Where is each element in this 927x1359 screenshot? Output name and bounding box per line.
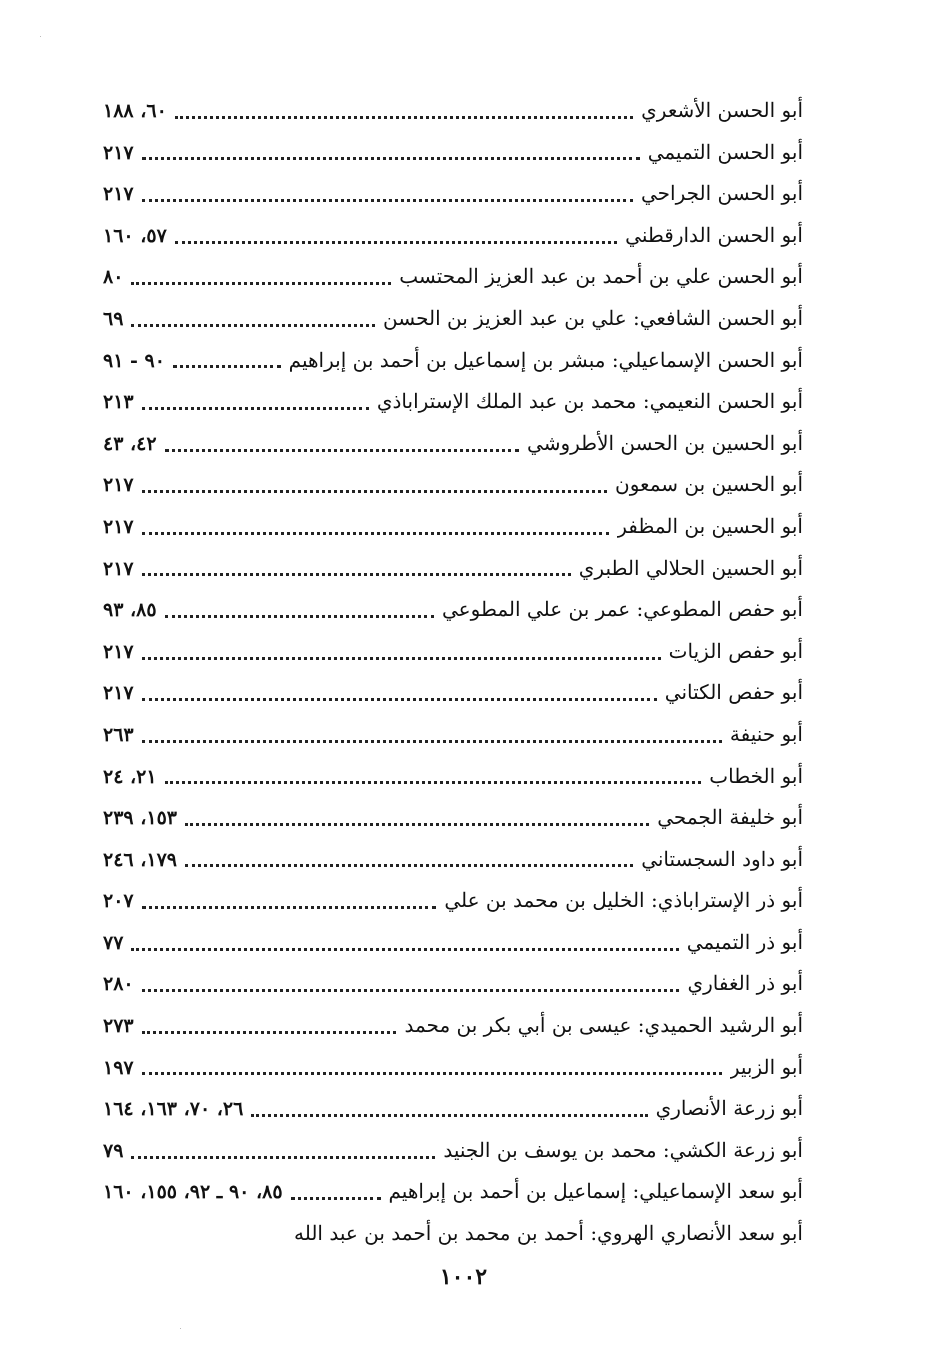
- entry-page-refs: ٢٠٧: [103, 890, 134, 913]
- dot-leader: [142, 988, 680, 992]
- entry-page-refs: ٤٢، ٤٣: [103, 432, 157, 455]
- dot-leader: [142, 198, 633, 202]
- dot-leader: [185, 863, 633, 867]
- index-entry: [103, 256, 803, 298]
- index-entry: [103, 506, 803, 548]
- entry-page-refs: ٢٦، ٧٠، ١٦٣، ١٦٤: [103, 1098, 244, 1121]
- dot-leader: [131, 947, 678, 951]
- index-entry: [103, 1047, 803, 1089]
- dot-leader: [173, 364, 281, 368]
- index-entry: [103, 132, 803, 174]
- entry-page-refs: ٨٥، ٩٠ ـ ٩٢، ١٥٥، ١٦٠: [103, 1181, 283, 1204]
- entry-name: أبو الحسن الإسماعيلي: مبشر بن إسماعيل بن أحمد بن إبراهيم: [288, 347, 803, 372]
- dot-leader: [142, 1030, 397, 1034]
- entry-name: أبو ذر الغفاري: [687, 971, 803, 996]
- entry-name: أبو الحسن علي بن أحمد بن عبد العزيز المحتسب: [399, 264, 803, 289]
- entry-name: أبو الحسن الدارقطني: [625, 222, 803, 247]
- entry-page-refs: ٢١٧: [103, 474, 134, 497]
- entry-page-refs: ٢١٧: [103, 183, 134, 206]
- dot-leader: [175, 240, 617, 244]
- index-entry: [103, 631, 803, 673]
- entry-name: أبو الحسين الحلالي الطبري: [578, 555, 803, 580]
- entry-name: أبو الرشيد الحميدي: عيسى بن أبي بكر بن محمد: [404, 1013, 803, 1038]
- index-entry: [103, 298, 803, 340]
- margin-mark: [40, 36, 41, 37]
- entry-page-refs: ٦٩: [103, 307, 124, 330]
- dot-leader: [142, 406, 369, 410]
- entry-page-refs: ١٩٧: [103, 1056, 134, 1079]
- entry-page-refs: ٨٠: [103, 266, 124, 289]
- index-entry: [103, 756, 803, 798]
- margin-mark: [180, 1328, 181, 1329]
- entry-page-refs: ٢١٣: [103, 391, 134, 414]
- dot-leader: [142, 697, 657, 701]
- entry-name: أبو الحسن التميمي: [647, 139, 803, 164]
- index-entry: [103, 173, 803, 215]
- entry-page-refs: ٢٨٠: [103, 973, 134, 996]
- entry-name: أبو الزبير: [729, 1054, 803, 1079]
- dot-leader: [142, 905, 437, 909]
- entry-name: أبو الحسين بن المظفر: [617, 513, 803, 538]
- dot-leader: [165, 448, 519, 452]
- entry-page-refs: ١٧٩، ٢٤٦: [103, 848, 177, 871]
- dot-leader: [185, 822, 649, 826]
- entry-name: أبو الحسن الأشعري: [641, 98, 803, 122]
- dot-leader: [142, 739, 722, 743]
- index-entry: [103, 1130, 803, 1172]
- entry-page-refs: ٢٧٣: [103, 1015, 134, 1038]
- entry-name: أبو داود السجستاني: [641, 846, 803, 871]
- index-entry: [103, 423, 803, 465]
- dot-leader: [142, 656, 661, 660]
- entry-name: أبو الحسين بن سمعون: [615, 472, 803, 497]
- index-entry: [103, 1088, 803, 1130]
- dot-leader: [251, 1113, 647, 1117]
- entry-name: أبو الخطاب: [709, 763, 803, 788]
- index-entry: [103, 589, 803, 631]
- entry-page-refs: ٢١٧: [103, 141, 134, 164]
- entry-page-refs: ٨٥، ٩٣: [103, 599, 157, 622]
- entry-name: أبو سعد الأنصاري الهروي: أحمد بن محمد بن أحمد بن عبد الله: [293, 1221, 803, 1246]
- dot-leader: [131, 323, 375, 327]
- entry-page-refs: ٦٠، ١٨٨: [103, 100, 167, 122]
- entry-name: أبو حنيفة: [729, 721, 803, 746]
- index-entry: [103, 1171, 803, 1213]
- index-entry: [103, 714, 803, 756]
- entry-page-refs: ٢١٧: [103, 515, 134, 538]
- index-entry: [103, 1005, 803, 1047]
- entry-name: أبو زرعة الكشي: محمد بن يوسف بن الجنيد: [443, 1137, 803, 1162]
- entry-page-refs: ٢١٧: [103, 557, 134, 580]
- dot-leader: [142, 156, 640, 160]
- dot-leader: [131, 1155, 435, 1159]
- entry-name: أبو حفص الكتاني: [664, 680, 803, 705]
- entry-name: أبو حفص الزيات: [668, 638, 803, 663]
- entry-name: أبو ذر التميمي: [686, 929, 803, 954]
- index-entry: [103, 880, 803, 922]
- name-index-list: [103, 90, 803, 1255]
- dot-leader: [142, 572, 571, 576]
- entry-name: أبو خليفة الجمحي: [657, 805, 803, 830]
- dot-leader: [142, 531, 610, 535]
- index-entry: [103, 922, 803, 964]
- entry-page-refs: ٢٦٣: [103, 723, 134, 746]
- dot-leader: [142, 1071, 722, 1075]
- index-entry: [103, 548, 803, 590]
- dot-leader: [291, 1196, 381, 1200]
- dot-leader: [142, 489, 607, 493]
- index-entry: [103, 340, 803, 382]
- index-entry: [103, 90, 803, 132]
- entry-name: أبو حفص المطوعي: عمر بن علي المطوعي: [442, 597, 803, 622]
- entry-page-refs: ٧٩: [103, 1139, 124, 1162]
- index-entry: [103, 839, 803, 881]
- entry-page-refs: ٩٠ - ٩١: [103, 349, 165, 372]
- entry-page-refs: ٢١، ٢٤: [103, 765, 157, 788]
- dot-leader: [165, 614, 434, 618]
- entry-name: أبو الحسن الشافعي: علي بن عبد العزيز بن الحسن: [383, 305, 803, 330]
- dot-leader: [131, 281, 391, 285]
- index-entry: [103, 464, 803, 506]
- page-number: ١٠٠٢: [439, 1264, 488, 1290]
- index-entry: [103, 215, 803, 257]
- entry-page-refs: ٢١٧: [103, 640, 134, 663]
- entry-page-refs: ٥٧، ١٦٠: [103, 224, 167, 247]
- entry-name: أبو ذر الإستراباذي: الخليل بن محمد بن علي: [444, 888, 803, 913]
- entry-page-refs: ٧٧: [103, 931, 124, 954]
- entry-name: أبو سعد الإسماعيلي: إسماعيل بن أحمد بن إبراهيم: [388, 1179, 803, 1204]
- index-entry: [103, 1213, 803, 1255]
- entry-name: أبو الحسين بن الحسن الأطروشي: [527, 430, 803, 455]
- index-entry: [103, 797, 803, 839]
- entry-name: أبو الحسن الجراحي: [641, 181, 803, 206]
- index-entry: [103, 672, 803, 714]
- entry-page-refs: ١٥٣، ٢٣٩: [103, 807, 177, 830]
- dot-leader: [165, 780, 702, 784]
- entry-page-refs: ٢١٧: [103, 682, 134, 705]
- entry-name: أبو الحسن النعيمي: محمد بن عبد الملك الإستراباذي: [376, 389, 803, 414]
- entry-name: أبو زرعة الأنصاري: [655, 1096, 803, 1121]
- index-entry: [103, 381, 803, 423]
- index-entry: [103, 963, 803, 1005]
- dot-leader: [175, 115, 633, 119]
